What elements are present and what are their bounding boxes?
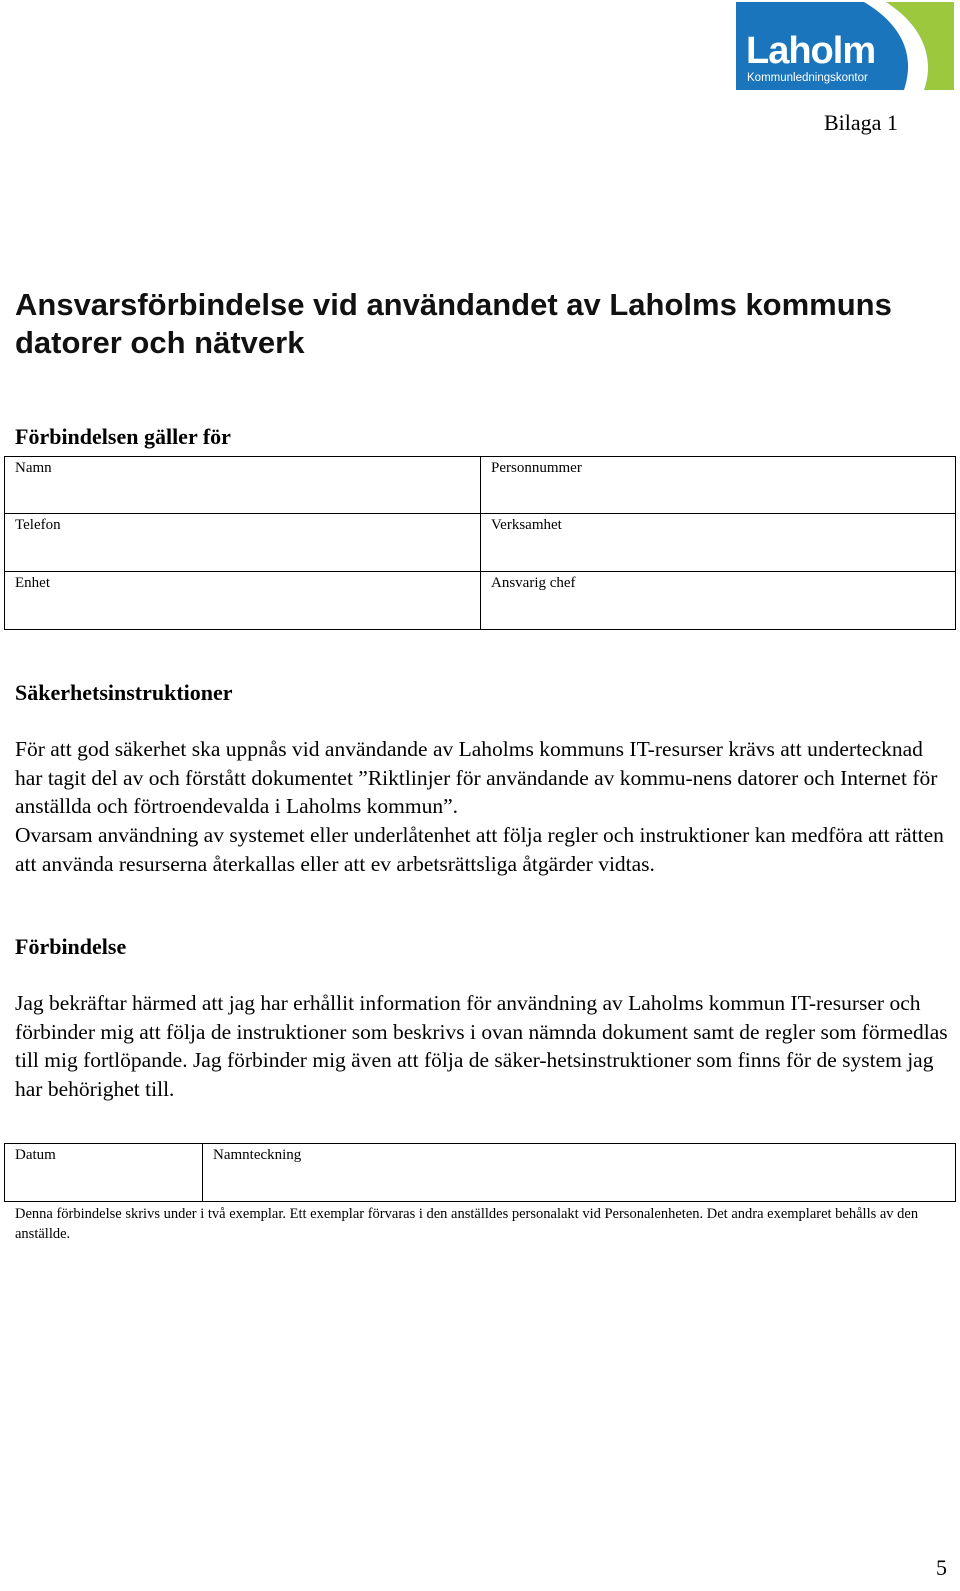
footnote: Denna förbindelse skrivs under i två exemplar. Ett exemplar förvaras i den anställdes personalakt vid Personalenheten. Det andra exemplaret behålls av den anställde. bbox=[15, 1206, 919, 1242]
personal-number-field[interactable]: Personnummer bbox=[481, 457, 955, 514]
unit-field[interactable]: Enhet bbox=[5, 572, 481, 629]
security-paragraph-2: Ovarsam användning av systemet eller underlåtenhet att följa regler och instruktioner kan medföra att rätten att använda resurserna återkallas eller att ev arbetsrättsliga åtgärder vidtas. bbox=[15, 823, 944, 876]
signature-field[interactable]: Namnteckning bbox=[213, 1147, 302, 1163]
commitment-paragraph: Jag bekräftar härmed att jag har erhållit information för användning av Laholms kommun IT-resurser och förbinder mig att följa de instruktioner som beskrivs i ovan nämnda dokument samt de regler som förmedlas till mig fortlöpande. Jag förbinder mig även att följa de säker-hetsinstruktioner som finns för de system jag har behörighet till. bbox=[15, 991, 948, 1101]
logo-subtitle: Kommunledningskontor bbox=[747, 72, 868, 84]
name-field[interactable]: Namn bbox=[5, 457, 481, 514]
security-heading: Säkerhetsinstruktioner bbox=[15, 680, 233, 705]
date-field[interactable]: Datum bbox=[5, 1144, 203, 1201]
phone-field[interactable]: Telefon bbox=[5, 514, 481, 571]
laholm-logo bbox=[736, 2, 954, 90]
responsible-manager-field[interactable]: Ansvarig chef bbox=[491, 574, 576, 591]
document-title: Ansvarsförbindelse vid användandet av Laholms kommuns datorer och nätverk bbox=[15, 287, 892, 360]
personal-info-table bbox=[4, 456, 956, 630]
signature-table bbox=[4, 1143, 956, 1202]
appendix-label: Bilaga 1 bbox=[824, 110, 898, 135]
business-field[interactable]: Verksamhet bbox=[481, 514, 955, 571]
logo-name: Laholm bbox=[746, 30, 876, 72]
applies-to-heading: Förbindelsen gäller för bbox=[15, 424, 231, 449]
commitment-heading: Förbindelse bbox=[15, 934, 127, 959]
page-number: 5 bbox=[936, 1555, 947, 1580]
security-paragraph-1: För att god säkerhet ska uppnås vid användande av Laholms kommuns IT-resurser krävs att undertecknad har tagit del av och förstått dokumentet ”Riktlinjer för användande av kommu-nens datorer och Internet för anställda och förtroendevalda i Laholms kommun”. bbox=[15, 737, 938, 818]
